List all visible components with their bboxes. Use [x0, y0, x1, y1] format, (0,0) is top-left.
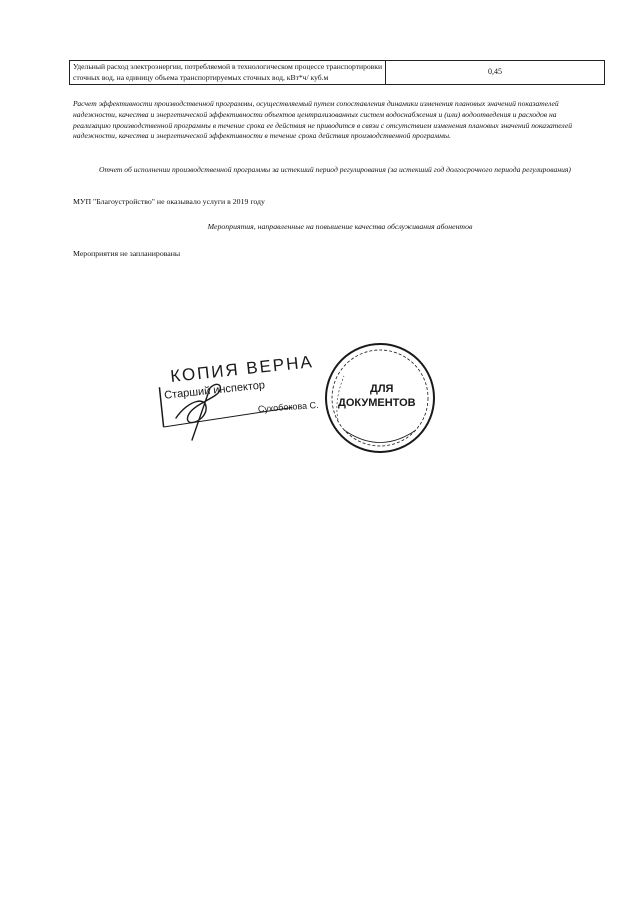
- certification-stamp-area: [148, 340, 448, 460]
- copy-stamp-text: КОПИЯ ВЕРНА: [169, 352, 315, 387]
- round-seal: [326, 344, 434, 452]
- no-measures-statement: Мероприятия не запланированы: [73, 249, 181, 258]
- metric-value: 0,45: [386, 61, 605, 85]
- stamp-graphic: [148, 340, 448, 460]
- copy-stamp: [157, 352, 318, 427]
- efficiency-paragraph: Расчет эффективности производственной программы, осуществляемый путем сопоставления динамики изменения плановых значений показателей надежности, качества и энергетической эффективности объектов централизованных систем водоснабжения и (или) водоотведения и расходов на реализацию производственной программы в течение срока ее действия не приводится в связи с отсутствием изменения плановых значений показателей надежности, качества и энергетической эффективности в течение срока действия производственной программы.: [73, 99, 573, 141]
- report-paragraph: Отчет об исполнении производственной программы за истекший период регулирования (за истекший год долгосрочного периода регулирования): [99, 165, 571, 174]
- section-heading: Мероприятия, направленные на повышение качества обслуживания абонентов: [207, 222, 473, 231]
- metric-label: Удельный расход электроэнергии, потребляемой в технологическом процессе транспортировки сточных вод, на единицу объема транспортируемых сточных вод, кВт*ч/ куб.м: [70, 61, 386, 85]
- seal-line-1: ДЛЯ: [370, 383, 394, 395]
- seal-line-2: ДОКУМЕНТОВ: [338, 397, 416, 409]
- stamp-name: Сухобокова С.: [257, 399, 319, 415]
- stamp-position: Старший инспектор: [163, 379, 266, 402]
- metric-table: [69, 60, 605, 85]
- mup-statement: МУП "Благоустройство" не оказывало услуги в 2019 году: [73, 197, 265, 206]
- table-row: [70, 61, 605, 85]
